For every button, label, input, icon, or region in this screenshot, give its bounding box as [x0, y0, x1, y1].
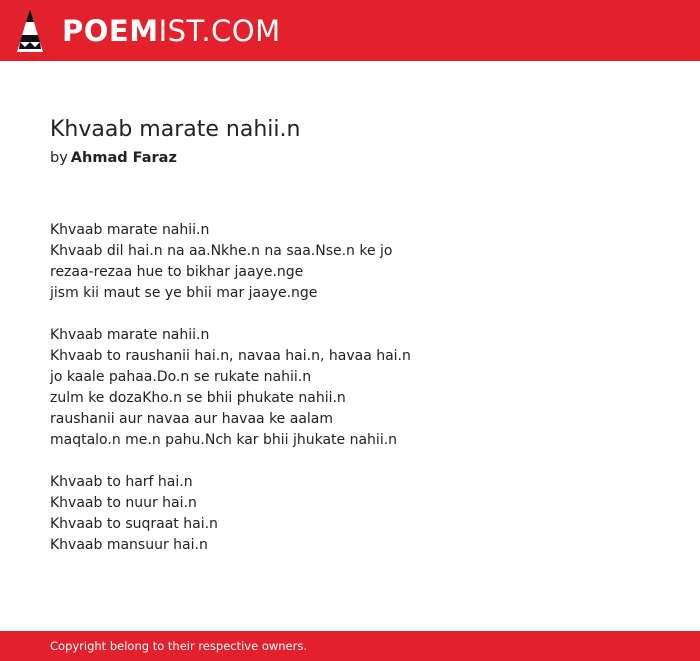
- copyright-notice: Copyright belong to their respective owners.: [50, 639, 308, 653]
- poem-byline: [50, 150, 177, 166]
- poem-line: raushanii aur navaa aur havaa ke aalam: [50, 411, 334, 427]
- poem-line: rezaa-rezaa hue to bikhar jaaye.nge: [50, 264, 304, 280]
- poem-line: Khvaab marate nahii.n: [50, 327, 210, 343]
- poem-line: Khvaab dil hai.n na aa.Nkhe.n na saa.Nse.n ke jo: [50, 243, 393, 259]
- poem-line: jism kii maut se ye bhii mar jaaye.nge: [50, 285, 318, 301]
- site-logo[interactable]: [62, 13, 281, 49]
- poem-stanza: [50, 472, 650, 556]
- by-label: by: [50, 150, 68, 166]
- logo-text-light: IST.COM: [158, 14, 281, 48]
- poem-line: Khvaab marate nahii.n: [50, 222, 210, 238]
- poem-line: maqtalo.n me.n pahu.Nch kar bhii jhukate nahii.n: [50, 432, 398, 448]
- poem-title: Khvaab marate nahii.n: [50, 117, 301, 142]
- poem-body: [50, 220, 650, 577]
- site-header: [0, 0, 700, 61]
- poem-stanza: [50, 220, 650, 304]
- poem-line: Khvaab to harf hai.n: [50, 474, 193, 490]
- poem-stanza: [50, 325, 650, 451]
- poem-line: Khvaab mansuur hai.n: [50, 537, 208, 553]
- poem-line: Khvaab to suqraat hai.n: [50, 516, 218, 532]
- pencil-tip-icon[interactable]: [17, 9, 43, 52]
- site-footer: [0, 631, 700, 661]
- poem-line: zulm ke dozaKho.n se bhii phukate nahii.n: [50, 390, 346, 406]
- poem-line: jo kaale pahaa.Do.n se rukate nahii.n: [50, 369, 312, 385]
- author-name[interactable]: Ahmad Faraz: [70, 150, 177, 166]
- logo-text-bold: POEM: [62, 14, 159, 48]
- poem-line: Khvaab to nuur hai.n: [50, 495, 197, 511]
- poem-line: Khvaab to raushanii hai.n, navaa hai.n, havaa hai.n: [50, 348, 411, 364]
